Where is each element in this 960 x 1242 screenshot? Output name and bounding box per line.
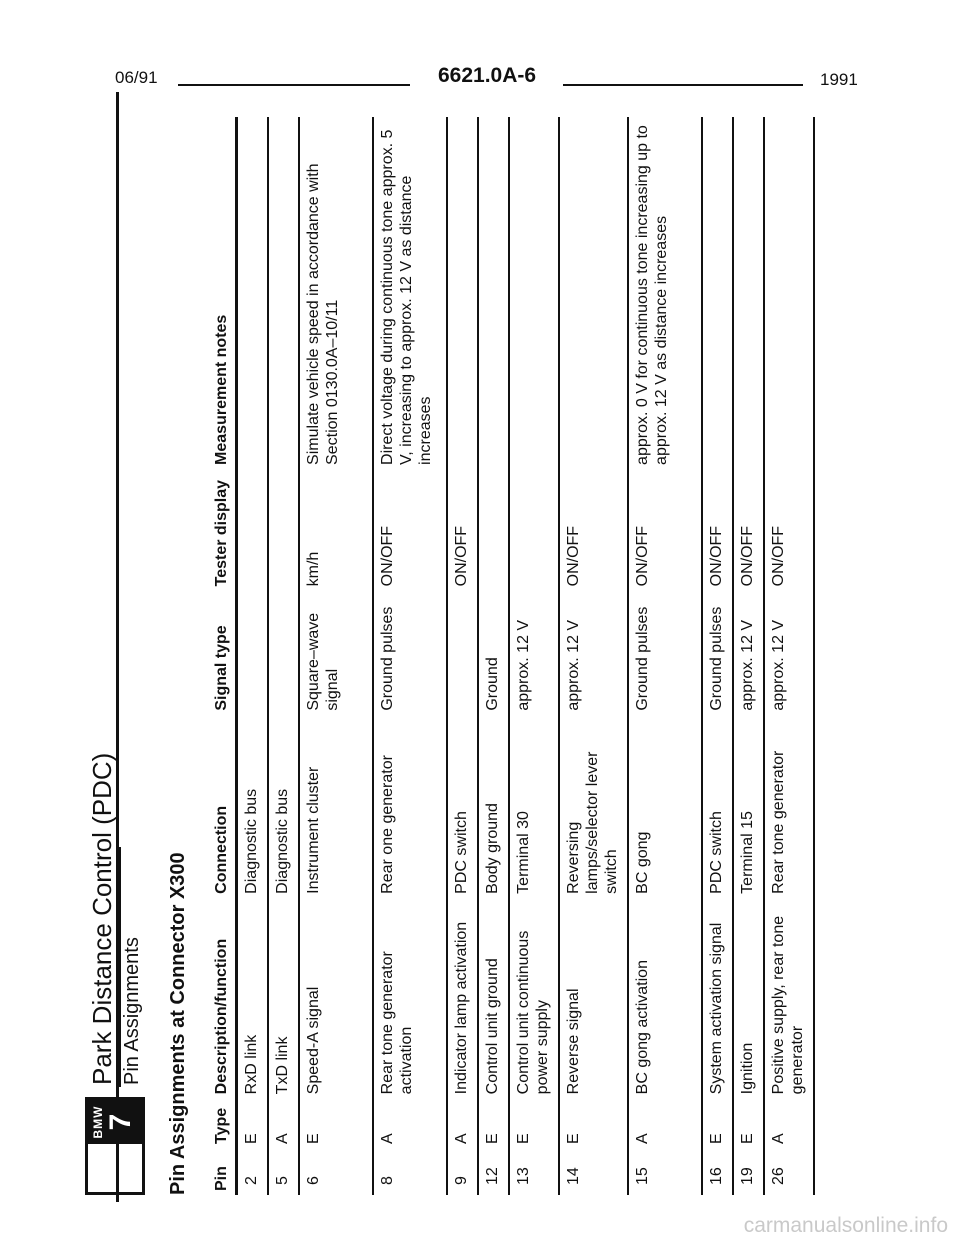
cell-signal: approx. 12 V	[559, 590, 628, 714]
cell-tester: ON/OFF	[733, 469, 764, 590]
table-row	[299, 117, 373, 1195]
cell-connection: Instrument cluster	[299, 715, 373, 898]
page-subtitle: Pin Assignments	[121, 937, 143, 1085]
cell-pin: 14	[559, 1148, 628, 1195]
cell-description: Speed-A signal	[299, 898, 373, 1099]
logo-series: 7	[104, 1113, 137, 1131]
pin-assignment-table	[207, 117, 815, 1195]
cell-type: E	[733, 1098, 764, 1148]
header-rule-left	[178, 84, 410, 86]
cell-type: A	[268, 1098, 299, 1148]
cell-connection: Reversing lamps/selector lever switch	[559, 715, 628, 898]
cell-notes	[733, 117, 764, 469]
cell-type: E	[299, 1098, 373, 1148]
cell-pin: 15	[628, 1148, 702, 1195]
cell-tester	[478, 469, 509, 590]
cell-signal: Ground pulses	[373, 590, 447, 714]
cell-pin: 19	[733, 1148, 764, 1195]
cell-pin: 8	[373, 1148, 447, 1195]
cell-tester: ON/OFF	[628, 469, 702, 590]
cell-tester	[509, 469, 559, 590]
cell-signal: approx. 12 V	[509, 590, 559, 714]
table-row	[447, 117, 478, 1195]
cell-signal: approx. 12 V	[733, 590, 764, 714]
page-code: 6621.0A-6	[438, 64, 537, 87]
table-row	[628, 117, 702, 1195]
cell-pin: 26	[764, 1148, 814, 1195]
table-row	[373, 117, 447, 1195]
cell-notes	[447, 117, 478, 469]
cell-notes: approx. 0 V for continuous tone increasing up to approx. 12 V as distance increases	[628, 117, 702, 469]
table-row	[509, 117, 559, 1195]
cell-connection: Diagnostic bus	[268, 715, 299, 898]
cell-signal: Square–wave signal	[299, 590, 373, 714]
cell-connection: Terminal 15	[733, 715, 764, 898]
logo-badge	[88, 1100, 142, 1144]
cell-connection: PDC switch	[447, 715, 478, 898]
cell-notes	[702, 117, 733, 469]
cell-pin: 13	[509, 1148, 559, 1195]
table-row	[764, 117, 814, 1195]
cell-pin: 12	[478, 1148, 509, 1195]
cell-pin: 16	[702, 1148, 733, 1195]
col-type: Type	[207, 1098, 237, 1148]
cell-description: RxD link	[237, 898, 269, 1099]
cell-connection: Rear one generator	[373, 715, 447, 898]
section-title: Pin Assignments at Connector X300	[167, 852, 189, 1195]
cell-description: Control unit continuous power supply	[509, 898, 559, 1099]
cell-type: E	[237, 1098, 269, 1148]
cell-type: E	[559, 1098, 628, 1148]
col-signal-type: Signal type	[207, 590, 237, 714]
bmw-7-logo	[85, 1097, 145, 1195]
table-row	[268, 117, 299, 1195]
logo-brand: BMW	[91, 1105, 105, 1139]
cell-notes	[268, 117, 299, 469]
rotated-page-content	[85, 95, 905, 1195]
cell-tester: ON/OFF	[559, 469, 628, 590]
cell-pin: 6	[299, 1148, 373, 1195]
cell-connection: BC gong	[628, 715, 702, 898]
cell-tester: ON/OFF	[702, 469, 733, 590]
table-row	[478, 117, 509, 1195]
cell-tester	[237, 469, 269, 590]
page-year: 1991	[820, 70, 858, 89]
col-measurement-notes: Measurement notes	[207, 117, 237, 469]
table-header-row	[207, 117, 237, 1195]
table-row	[237, 117, 269, 1195]
header-rule-right	[563, 84, 803, 86]
cell-description: TxD link	[268, 898, 299, 1099]
cell-description: BC gong activation	[628, 898, 702, 1099]
cell-pin: 5	[268, 1148, 299, 1195]
cell-type: E	[478, 1098, 509, 1148]
cell-tester: km/h	[299, 469, 373, 590]
cell-description: Control unit ground	[478, 898, 509, 1099]
cell-tester: ON/OFF	[373, 469, 447, 590]
cell-type: A	[764, 1098, 814, 1148]
page-title: Park Distance Control (PDC)	[87, 752, 117, 1085]
cell-description: Rear tone generator activation	[373, 898, 447, 1099]
cell-notes: Direct voltage during continuous tone approx. 5 V, increasing to approx. 12 V as distance increases	[373, 117, 447, 469]
cell-tester: ON/OFF	[447, 469, 478, 590]
cell-signal: Ground pulses	[702, 590, 733, 714]
cell-pin: 9	[447, 1148, 478, 1195]
cell-signal: approx. 12 V	[764, 590, 814, 714]
table-row	[733, 117, 764, 1195]
cell-notes	[478, 117, 509, 469]
col-pin: Pin	[207, 1148, 237, 1195]
cell-type: A	[628, 1098, 702, 1148]
cell-pin: 2	[237, 1148, 269, 1195]
page-date: 06/91	[115, 68, 158, 87]
site-watermark: carmanualsonline.info	[743, 1214, 948, 1237]
col-tester-display: Tester display	[207, 469, 237, 590]
cell-notes	[237, 117, 269, 469]
cell-tester	[268, 469, 299, 590]
cell-connection: Body ground	[478, 715, 509, 898]
cell-signal	[268, 590, 299, 714]
col-connection: Connection	[207, 715, 237, 898]
cell-description: Indicator lamp activation	[447, 898, 478, 1099]
cell-connection: Diagnostic bus	[237, 715, 269, 898]
cell-signal	[447, 590, 478, 714]
cell-signal: Ground	[478, 590, 509, 714]
cell-type: E	[509, 1098, 559, 1148]
cell-description: Ignition	[733, 898, 764, 1099]
col-description: Description/function	[207, 898, 237, 1099]
cell-type: A	[447, 1098, 478, 1148]
cell-type: E	[702, 1098, 733, 1148]
cell-connection: Terminal 30	[509, 715, 559, 898]
cell-description: System activation signal	[702, 898, 733, 1099]
cell-signal	[237, 590, 269, 714]
cell-notes	[509, 117, 559, 469]
table-row	[559, 117, 628, 1195]
cell-connection: PDC switch	[702, 715, 733, 898]
cell-connection: Rear tone generator	[764, 715, 814, 898]
cell-tester: ON/OFF	[764, 469, 814, 590]
cell-type: A	[373, 1098, 447, 1148]
cell-notes	[559, 117, 628, 469]
cell-description: Positive supply, rear tone generator	[764, 898, 814, 1099]
cell-signal: Ground pulses	[628, 590, 702, 714]
cell-notes: Simulate vehicle speed in accordance with Section 0130.0A–10/11	[299, 117, 373, 469]
table-row	[702, 117, 733, 1195]
cell-description: Reverse signal	[559, 898, 628, 1099]
logo-blank-box	[88, 1144, 142, 1192]
cell-notes	[764, 117, 814, 469]
